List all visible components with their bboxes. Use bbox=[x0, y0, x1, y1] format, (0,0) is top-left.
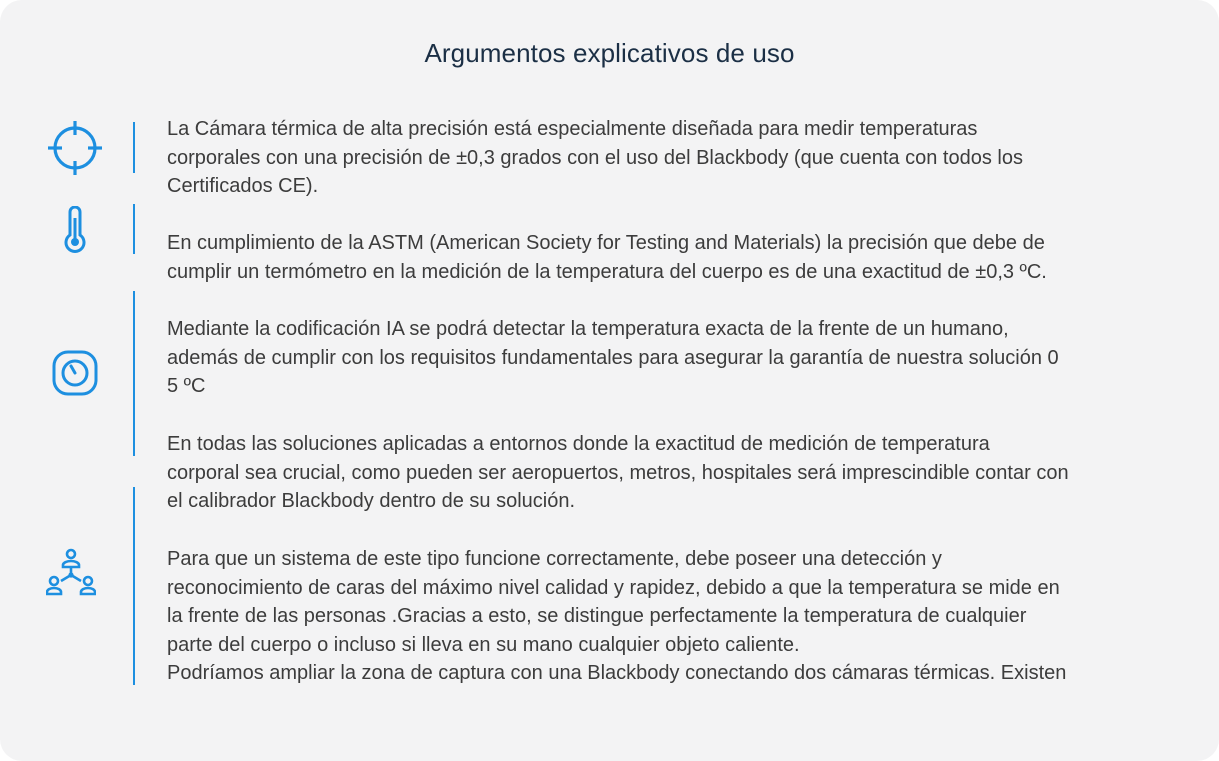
paragraph-line: corporal sea crucial, como pueden ser aeropuertos, metros, hospitales será imprescindible contar con bbox=[167, 461, 1069, 484]
crosshair-icon bbox=[47, 120, 103, 176]
paragraph-line: Mediante la codificación IA se podrá detectar la temperatura exacta de la frente de un humano, bbox=[167, 318, 1009, 340]
paragraph bbox=[167, 315, 1187, 401]
paragraph-line: parte del cuerpo o incluso si lleva en su mano cualquier objeto caliente. bbox=[167, 633, 800, 656]
gauge-icon bbox=[52, 350, 98, 396]
paragraph bbox=[167, 229, 1187, 286]
paragraph-line: La Cámara térmica de alta precisión está especialmente diseñada para medir temperaturas bbox=[167, 118, 978, 140]
paragraph-line: En todas las soluciones aplicadas a entornos donde la exactitud de medición de temperatura bbox=[167, 433, 990, 455]
thermometer-icon bbox=[61, 206, 89, 254]
paragraph-line: el calibrador Blackbody dentro de su solución. bbox=[167, 490, 576, 513]
divider-line bbox=[133, 487, 135, 685]
paragraph bbox=[167, 115, 1187, 201]
paragraph-line: además de cumplir con los requisitos fundamentales para asegurar la garantía de nuestra solución 0 bbox=[167, 346, 1059, 369]
paragraph-line: Podríamos ampliar la zona de captura con una Blackbody conectando dos cámaras térmicas. Existen bbox=[167, 662, 1067, 685]
paragraph-line: Certificados CE). bbox=[167, 175, 319, 198]
paragraph-line: Para que un sistema de este tipo funcione correctamente, debe poseer una detección y bbox=[167, 548, 942, 570]
paragraph-line: reconocimiento de caras del máximo nivel calidad y rapidez, debido a que la temperatura se mide en bbox=[167, 576, 1060, 599]
network-users-icon bbox=[46, 548, 96, 600]
divider-line bbox=[133, 122, 135, 173]
paragraph-line: corporales con una precisión de ±0,3 grados con el uso del Blackbody (que cuenta con todos los bbox=[167, 146, 1023, 169]
paragraph-line: 5 ºC bbox=[167, 375, 206, 398]
paragraph bbox=[167, 545, 1187, 688]
divider-line bbox=[133, 204, 135, 254]
divider-line bbox=[133, 291, 135, 456]
paragraph bbox=[167, 430, 1187, 516]
paragraph-line: la frente de las personas .Gracias a esto, se distingue perfectamente la temperatura de cualquier bbox=[167, 605, 1027, 628]
page-title: Argumentos explicativos de uso bbox=[424, 38, 795, 68]
paragraph-line: cumplir un termómetro en la medición de la temperatura del cuerpo es de una exactitud de ±0,3 ºC. bbox=[167, 260, 1047, 283]
paragraph-line: En cumplimiento de la ASTM (American Society for Testing and Materials) la precisión que debe de bbox=[167, 232, 1045, 254]
